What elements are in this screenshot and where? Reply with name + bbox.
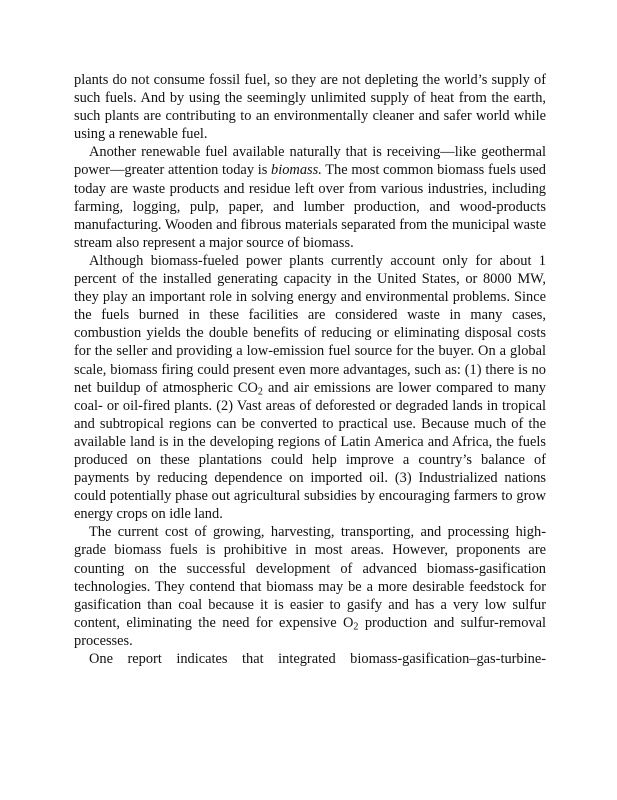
emphasis-biomass: biomass. — [271, 162, 322, 179]
paragraph-geothermal-conclusion — [74, 71, 546, 143]
text-run: and air emissions are lower compared to many coal- or oil-fired plants. (2) Vast areas of deforested or degraded lands in tropical and subtropical regions can be converted to practical use. Because much of the available land is in the developing regions of Latin America and Africa, the fuels produced on these plantations could help improve a country’s balance of payments by reducing dependence on imported oil. (3) Industrialized nations could potentially phase out agricultural subsidies by encouraging farmers to grow energy crops on idle land. — [74, 379, 546, 523]
document-page — [74, 71, 546, 668]
text-run: The most common biomass fuels used today are waste products and residue left over from various industries, including farming, logging, pulp, paper, and lumber production, and wood-products manufacturing. Wooden and fibrous materials separated from the municipal waste stream also represent a major source of biomass. — [74, 162, 546, 251]
paragraph-biomass-advantages — [74, 252, 546, 523]
paragraph-biomass-intro — [74, 143, 546, 252]
paragraph-report-start — [74, 650, 546, 668]
text-run: Although biomass-fueled power plants currently account only for about 1 percent of the installed generating capacity in the United States, or 8000 MW, they play an important role in solving energy and environmental problems. Since the fuels burned in these facilities are considered waste in many cases, combustion yields the double benefits of reducing or eliminating disposal costs for the seller and providing a low-emission fuel source for the buyer. On a global scale, biomass firing could present even more advantages, such as: (1) there is no net buildup of atmospheric CO — [74, 252, 546, 396]
text-run: Another renewable fuel available naturally that is receiving—like geothermal power—greater attention today is — [74, 144, 546, 179]
subscript-two: 2 — [257, 386, 263, 398]
text-run: production and sulfur-removal processes. — [74, 614, 546, 649]
paragraph-gasification-cost — [74, 523, 546, 650]
subscript-two: 2 — [353, 621, 359, 633]
text-run: One report indicates that integrated biomass-gasification–gas-turbine- — [89, 651, 546, 667]
text-run: The current cost of growing, harvesting, transporting, and processing high-grade biomass fuels is prohibitive in most areas. However, proponents are counting on the successful development of advanced biomass-gasification technologies. They contend that biomass may be a more desirable feedstock for gasification than coal because it is easier to gasify and has a very low sulfur content, eliminating the need for expensive O — [74, 524, 546, 631]
text-run: plants do not consume fossil fuel, so they are not depleting the world’s supply of such fuels. And by using the seemingly unlimited supply of heat from the earth, such plants are contributing to an environmentally cleaner and safer world while using a renewable fuel. — [74, 72, 546, 143]
